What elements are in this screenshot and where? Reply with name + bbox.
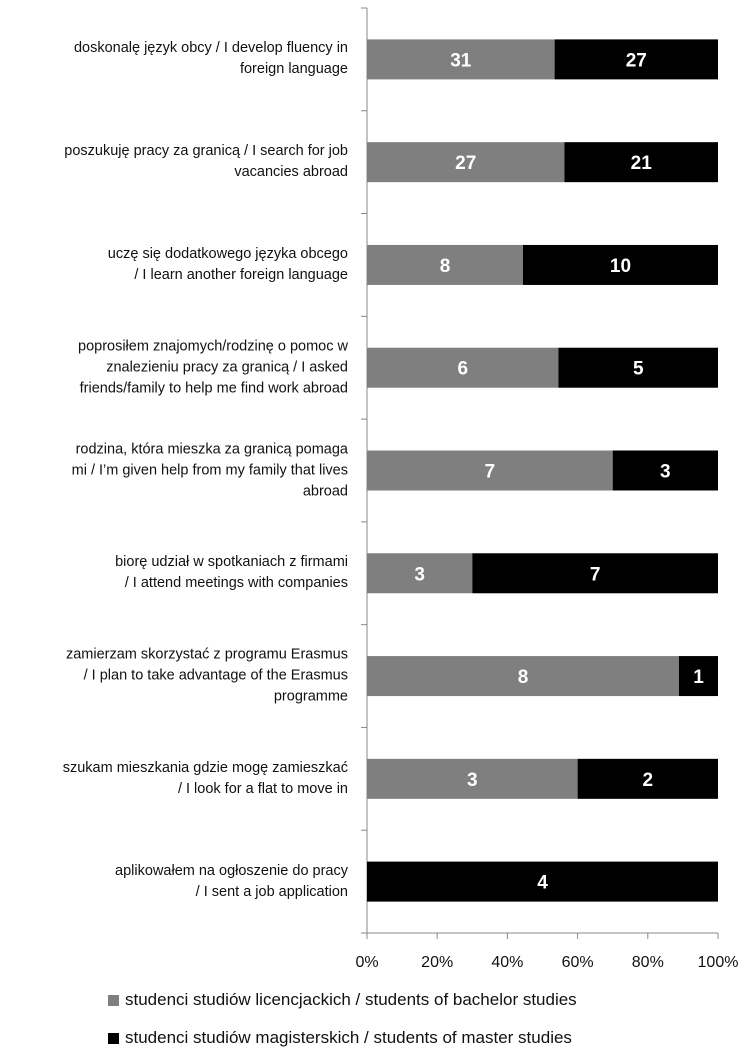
category-label [4,38,348,80]
category-label-line: / I sent a job application [195,883,348,900]
data-label-master: 10 [609,255,632,277]
category-label-line: poprosiłem znajomych/rodzinę o pomoc w [78,338,348,355]
category-label-line: rodzina, która mieszka za granicą pomaga [75,441,348,457]
data-label-master: 21 [630,153,652,175]
data-label-bachelor: 31 [450,50,472,72]
x-tick-label: 40% [491,954,524,971]
x-tick-label: 0% [355,954,379,971]
x-tick-label: 80% [631,954,664,971]
data-label-bachelor: 6 [457,358,469,380]
category-label-line: znalezieniu pracy za granicą / I asked [106,359,348,376]
data-label-bachelor: 3 [414,564,425,586]
category-label-line: abroad [302,483,348,499]
category-label [4,439,348,502]
category-label-line: szukam mieszkania gdzie mogę zamieszkać [62,759,348,776]
category-label-line: / I look for a flat to move in [177,780,348,797]
category-label [4,758,348,800]
legend-label-bachelor: studenci studiów licencjackich / students of bachelor studies [125,990,577,1009]
data-label-master: 4 [537,872,548,894]
category-label [4,244,348,286]
x-tick-labels [355,954,738,971]
category-label [4,141,348,183]
data-label-bachelor: 3 [467,769,478,791]
x-tick-label: 100% [697,954,739,971]
category-label [4,645,348,708]
legend-swatch-master [108,1033,119,1044]
category-label-line: programme [273,688,348,705]
category-label [4,861,348,903]
data-label-bachelor: 27 [455,153,477,175]
data-label-master: 5 [632,358,644,380]
data-label-master: 2 [642,769,654,791]
data-label-master: 1 [693,667,704,689]
category-label-line: mi / I’m given help from my family that lives [71,462,348,478]
data-label-bachelor: 8 [439,255,451,277]
category-label-line: aplikowałem na ogłoszenie do pracy [115,862,348,879]
legend-label-master: studenci studiów magisterskich / students of master studies [125,1028,572,1047]
category-label-line: / I learn another foreign language [134,266,348,283]
data-label-bachelor: 7 [484,461,496,483]
category-label [4,336,348,399]
category-label-line: uczę się dodatkowego języka obcego [107,245,348,262]
x-tick-label: 60% [561,954,594,971]
data-label-master: 3 [660,461,671,483]
category-label-line: doskonalę język obcy / I develop fluency in [73,40,348,57]
category-label-line: foreign language [239,61,348,78]
category-label-line: zamierzam skorzystać z programu Erasmus [65,646,348,663]
legend-item-master [108,1028,572,1048]
data-label-bachelor: 8 [517,667,529,689]
x-tick-label: 20% [421,954,454,971]
category-label-line: / I attend meetings with companies [124,575,348,592]
legend-swatch-bachelor [108,995,119,1006]
category-label-line: friends/family to help me find work abroad [79,380,348,397]
data-label-master: 27 [625,50,647,72]
category-label-line: / I plan to take advantage of the Erasmus [83,667,348,684]
category-label [4,552,348,594]
category-label-line: biorę udział w spotkaniach z firmami [115,554,348,571]
legend-item-bachelor [108,990,577,1010]
category-label-line: poszukuję pracy za granicą / I search for job [64,143,348,160]
category-label-line: vacancies abroad [234,164,348,181]
data-label-master: 7 [589,564,601,586]
